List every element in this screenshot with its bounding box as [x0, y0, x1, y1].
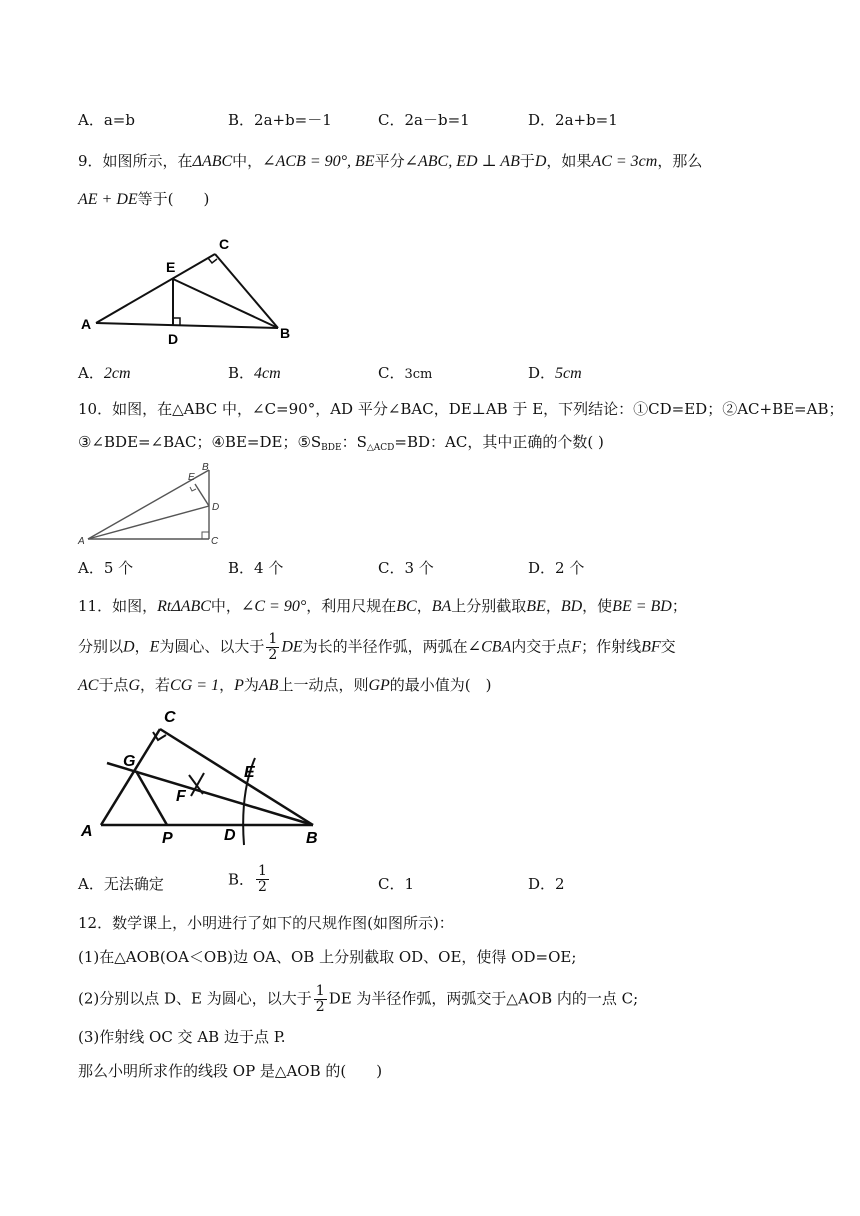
q9-stem-line2: AE + DE等于( ) [78, 190, 210, 208]
q12-fraction-half: $\frac{1}{2}$ [315, 983, 325, 1015]
q8-option-a: A．a=b [78, 111, 135, 129]
q10-option-c: C．3 个 [378, 559, 434, 577]
q10-option-a: A．5 个 [78, 559, 134, 577]
q11-fraction-half: $\frac{1}{2}$ [268, 631, 278, 663]
q11-label-d: D [224, 827, 236, 844]
q10-stem-line2: ③∠BDE=∠BAC；④BE=DE；$⑤S_{BDE}$：$S_{\triangle ACD}=BD$：AC，其中正确的个数( ) [78, 433, 604, 453]
q9-label-e: E [166, 259, 176, 275]
q10-option-d: D．2 个 [528, 559, 585, 577]
q9-stem-line1: 9．如图所示，在ΔABC中，∠ACB = 90°, BE平分∠ABC, ED ⊥ AB于D，如果AC = 3cm，那么 [78, 152, 703, 170]
q10-label-b: B [202, 462, 209, 473]
q12-stem-line1: 12．数学课上，小明进行了如下的尺规作图(如图所示)： [78, 914, 454, 932]
q9-option-d: D．5cm [528, 364, 582, 382]
q11-label-p: P [162, 830, 173, 847]
q9-option-c: C．3cm [378, 364, 433, 382]
q9-label-d: D [168, 331, 179, 347]
q11-option-d: D．2 [528, 875, 565, 893]
q11-label-c: C [164, 709, 176, 726]
q11-stem-line2: 分别以D，E为圆心、以大于 $\frac{1}{2}$ DE为长的半径作弧，两弧在∠CBA内交于点F；作射线BF交 [78, 631, 676, 663]
q10-label-a: A [78, 536, 85, 547]
q11-label-g: G [123, 753, 136, 770]
q11-option-b: B． $\frac{1}{2}$ [228, 863, 267, 895]
q11-label-f: F [176, 788, 186, 805]
q11-label-e: E [244, 764, 255, 781]
q11-option-c: C．1 [378, 875, 415, 893]
q11-option-a: A．无法确定 [78, 875, 164, 893]
q10-label-e: E [188, 472, 195, 483]
q8-option-b: B．2a+b=－1 [228, 111, 332, 129]
q10-label-d: D [212, 502, 220, 513]
q11-label-a: A [81, 823, 93, 840]
q9-label-c: C [219, 236, 230, 252]
q11-stem-line1: 11．如图，RtΔABC中，∠C = 90°，利用尺规在BC，BA上分别截取BE，BD，使BE = BD； [78, 597, 687, 615]
q9-figure [78, 232, 308, 347]
q11-label-b: B [306, 830, 318, 847]
q11-figure [78, 703, 338, 848]
q9-option-b: B．4cm [228, 364, 281, 382]
q8-option-d: D．2a+b=1 [528, 111, 618, 129]
q10-label-c: C [211, 536, 219, 547]
q8-option-c: C．2a－b=1 [378, 111, 470, 129]
q10-stem-line1: 10．如图，在△ABC 中，∠C=90°，AD 平分∠BAC，DE⊥AB 于 E，下列结论：①CD=ED；②AC+BE=AB； [78, 400, 844, 418]
q12-step2: (2)分别以点 D、E 为圆心，以大于 $\frac{1}{2}$ DE 为半径作弧，两弧交于△AOB 内的一点 C; [78, 983, 639, 1015]
q9-label-a: A [81, 316, 92, 332]
q10-option-b: B．4 个 [228, 559, 284, 577]
q9-option-a: A．2cm [78, 364, 131, 382]
q11-stem-line3: AC于点G，若CG = 1，P为AB上一动点，则GP的最小值为( ) [78, 676, 492, 694]
q12-step1: (1)在△AOB(OA＜OB)边 OA、OB 上分别截取 OD、OE，使得 OD=OE; [78, 948, 577, 966]
q9-label-b: B [280, 325, 291, 341]
q10-figure [78, 458, 238, 550]
q12-question: 那么小明所求作的线段 OP 是△AOB 的( ) [78, 1062, 383, 1080]
q12-step3: (3)作射线 OC 交 AB 边于点 P. [78, 1028, 286, 1046]
